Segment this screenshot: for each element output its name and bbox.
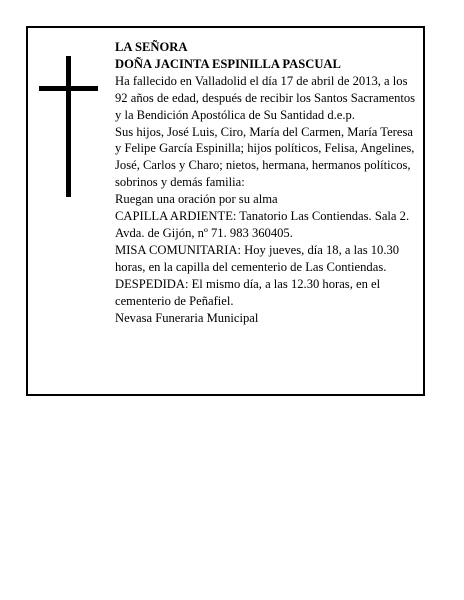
prayer-request: Ruegan una oración por su alma bbox=[115, 192, 278, 207]
notice-text-block bbox=[115, 39, 420, 326]
funeral-home: Nevasa Funeraria Municipal bbox=[115, 310, 259, 325]
mass-info: MISA COMUNITARIA: Hoy jueves, día 18, a las 10.30 horas, en la capilla del cementerio de Las Contiendas. DESPEDIDA: El mismo día, a las 12.30 horas, en el cementerio de Peñafiel. bbox=[115, 242, 400, 308]
death-announcement: Ha fallecido en Valladolid el día 17 de abril de 2013, a los 92 años de edad, después de recibir los Santos Sacramentos y la Bendición Apostólica de Su Santidad d.e.p. bbox=[115, 73, 416, 122]
cross-horizontal-bar bbox=[39, 86, 98, 91]
cross-vertical-bar bbox=[66, 56, 71, 197]
chapel-info: CAPILLA ARDIENTE: Tanatorio Las Contiendas. Sala 2. Avda. de Gijón, nº 71. 983 360405. bbox=[115, 209, 410, 240]
family-list: Sus hijos, José Luis, Ciro, María del Carmen, María Teresa y Felipe García Espinilla; hijos políticos, Felisa, Angelines, José, Carlos y Charo; nietos, hermana, hermanos políticos, sobrinos y demás familia: bbox=[115, 124, 415, 190]
notice-title: LA SEÑORA bbox=[115, 40, 188, 54]
obituary-notice bbox=[26, 26, 425, 396]
deceased-name: DOÑA JACINTA ESPINILLA PASCUAL bbox=[115, 56, 341, 71]
